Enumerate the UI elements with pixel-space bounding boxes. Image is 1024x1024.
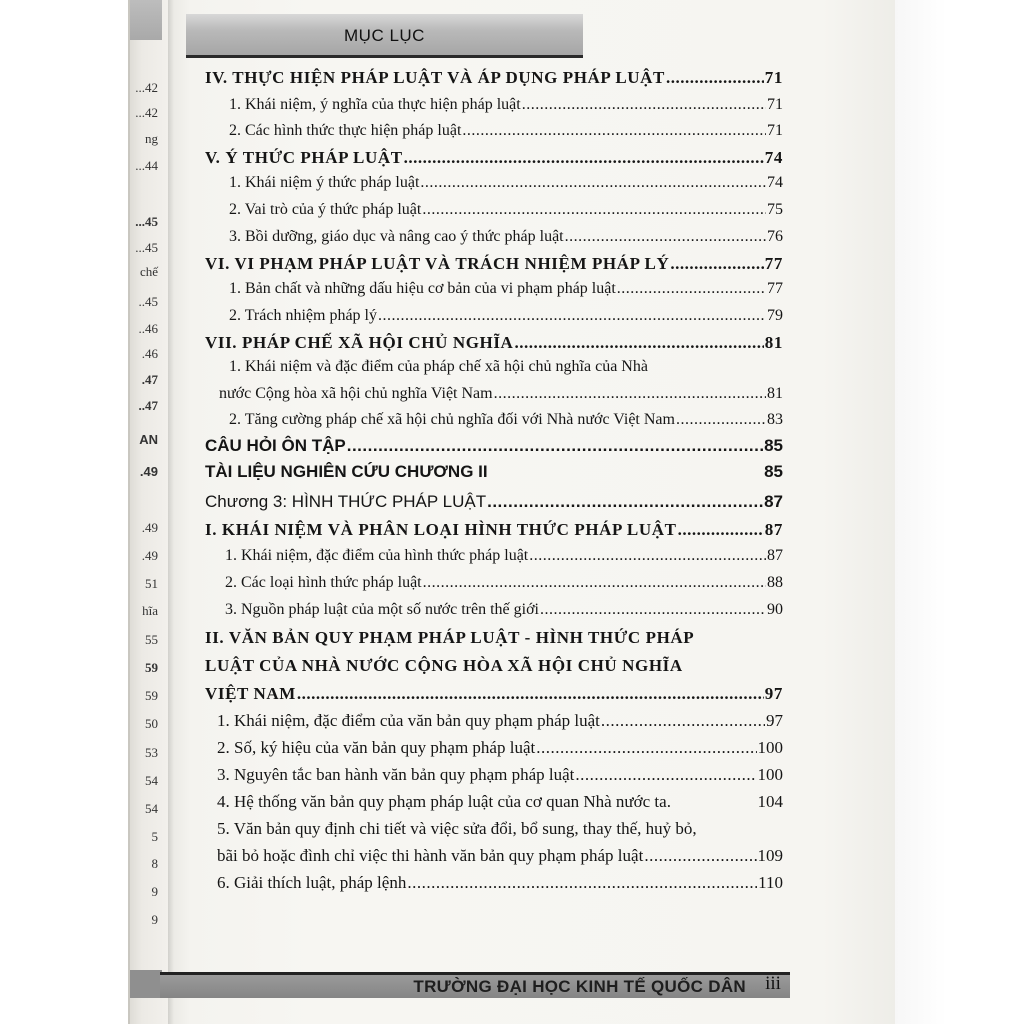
toc-page-number: 85: [764, 436, 783, 455]
prev-fragment: ..47: [138, 398, 158, 413]
toc-entry-title: 2. Vai trò của ý thức pháp luật: [229, 201, 422, 218]
toc-entry-title: 3. Nguồn pháp luật của một số nước trên thế giới: [225, 601, 539, 618]
toc-page-number: 87: [764, 492, 783, 511]
toc-page-number: 88: [767, 574, 783, 591]
toc-entry-title: 3. Bồi dưỡng, giáo dục và nâng cao ý thức pháp luật: [229, 228, 564, 245]
toc-item: [217, 738, 783, 766]
toc-entry-title: V. Ý THỨC PHÁP LUẬT: [205, 148, 403, 167]
toc-item: [229, 96, 783, 124]
toc-page-number: 104: [757, 792, 783, 811]
toc-item-line1: 1. Khái niệm và đặc điểm của pháp chế xã hội chủ nghĩa của Nhà: [229, 358, 648, 375]
toc-entry-title: VI. VI PHẠM PHÁP LUẬT VÀ TRÁCH NHIỆM PHÁP LÝ: [205, 254, 670, 273]
prev-fragment: 8: [151, 856, 158, 871]
toc-page-number: 74: [767, 174, 783, 191]
toc-leader: [522, 96, 766, 114]
toc-item: [217, 873, 783, 901]
prev-fragment: ...42: [135, 105, 158, 120]
toc-page-number: 97: [766, 711, 783, 730]
page-footer: [160, 972, 790, 998]
toc-item: [217, 765, 783, 793]
prev-fragment: ng: [145, 131, 158, 146]
toc-entry-title: I. KHÁI NIỆM VÀ PHÂN LOẠI HÌNH THỨC PHÁP LUẬT: [205, 520, 677, 539]
toc-page-number: 81: [764, 333, 783, 352]
toc-item: [229, 201, 783, 229]
prev-fragment: chế: [139, 264, 158, 279]
prev-fragment: 53: [145, 745, 158, 760]
toc-ch3-section-2: [205, 684, 783, 712]
page-gutter-shadow: [168, 0, 174, 1024]
toc-page-number: 71: [767, 122, 783, 139]
toc-leader: [407, 873, 757, 893]
previous-page-edge: [128, 0, 168, 1024]
previous-page-border: [128, 0, 130, 1024]
toc-page-number: 76: [767, 228, 783, 245]
footer-university: TRƯỜNG ĐẠI HỌC KINH TẾ QUỐC DÂN: [413, 977, 746, 996]
toc-leader: [297, 684, 764, 704]
toc-ch3-section-1: [205, 520, 783, 548]
toc-references: [205, 462, 783, 490]
toc-entry-title: VIỆT NAM: [205, 684, 296, 703]
toc-item: [229, 307, 783, 335]
toc-item: [225, 574, 783, 602]
toc-leader: [670, 254, 763, 274]
toc-page-number: 97: [764, 684, 783, 703]
toc-item: [229, 411, 783, 439]
toc-entry-title: 3. Nguyên tắc ban hành văn bản quy phạm pháp luật: [217, 765, 575, 784]
toc-leader: [678, 520, 764, 540]
toc-ch3-section-2-line2: LUẬT CỦA NHÀ NƯỚC CỘNG HÒA XÃ HỘI CHỦ NGHĨA: [205, 656, 683, 675]
prev-fragment: ...44: [135, 158, 158, 173]
toc-entry-title: 2. Các loại hình thức pháp luật: [225, 574, 422, 591]
toc-page-number: 75: [767, 201, 783, 218]
prev-fragment: .49: [141, 520, 158, 535]
page-number: iii: [765, 973, 781, 994]
prev-fragment: .49: [141, 548, 158, 563]
prev-fragment: 51: [145, 576, 158, 591]
toc-item: [217, 846, 783, 874]
prev-fragment: 9: [151, 884, 158, 899]
toc-entry-title: 1. Khái niệm, đặc điểm của hình thức pháp luật: [225, 547, 529, 564]
toc-item: [225, 547, 783, 575]
prev-fragment: ..46: [138, 321, 158, 336]
toc-page-number: 85: [764, 462, 783, 481]
toc-page-number: 100: [757, 738, 783, 757]
toc-page-number: 74: [764, 148, 783, 167]
toc-section-4: [205, 68, 783, 96]
toc-entry-title: VII. PHÁP CHẾ XÃ HỘI CHỦ NGHĨA: [205, 333, 514, 352]
toc-page-number: 87: [764, 520, 783, 539]
toc-leader: [422, 201, 766, 219]
toc-page-number: 71: [767, 96, 783, 113]
prev-fragment: ...42: [135, 80, 158, 95]
toc-ch3-section-2-line1: II. VĂN BẢN QUY PHẠM PHÁP LUẬT - HÌNH THỨC PHÁP: [205, 628, 695, 647]
prev-fragment: ...45: [135, 240, 158, 255]
toc-leader: [462, 122, 766, 140]
prev-fragment: 54: [145, 801, 158, 816]
toc-leader: [540, 601, 766, 619]
page-header: [186, 14, 583, 58]
toc-item-line1: 5. Văn bản quy định chi tiết và việc sửa đổi, bổ sung, thay thế, huỷ bỏ,: [217, 819, 697, 838]
toc-leader: [404, 148, 764, 168]
prev-fragment: 55: [145, 632, 158, 647]
toc-leader: [666, 68, 764, 88]
toc-page-number: 83: [767, 411, 783, 428]
toc-section-5: [205, 148, 783, 176]
toc-entry-title: 6. Giải thích luật, pháp lệnh: [217, 873, 407, 892]
toc-review-questions: [205, 436, 783, 464]
toc-entry-title: Chương 3: HÌNH THỨC PHÁP LUẬT: [205, 492, 487, 511]
toc-page-number: 109: [757, 846, 783, 865]
prev-fragment: ..45: [138, 294, 158, 309]
toc-leader: [536, 738, 756, 758]
toc-item: [217, 792, 783, 820]
toc-page-number: 90: [767, 601, 783, 618]
prev-fragment: ...45: [135, 214, 158, 229]
toc-page-number: 87: [767, 547, 783, 564]
prev-fragment: 9: [151, 912, 158, 927]
toc-leader: [347, 436, 763, 456]
toc-item: [229, 174, 783, 202]
toc-entry-title: TÀI LIỆU NGHIÊN CỨU CHƯƠNG II: [205, 462, 488, 481]
prev-fragment: .46: [141, 346, 158, 361]
toc-item: [225, 601, 783, 629]
toc-item: [229, 280, 783, 308]
toc-page-number: 110: [758, 873, 783, 892]
toc-entry-title: 1. Bản chất và những dấu hiệu cơ bản của vi phạm pháp luật: [229, 280, 616, 297]
prev-fragment: .49: [139, 464, 158, 479]
toc-entry-title: IV. THỰC HIỆN PHÁP LUẬT VÀ ÁP DỤNG PHÁP LUẬT: [205, 68, 665, 87]
toc-entry-title: 2. Các hình thức thực hiện pháp luật: [229, 122, 462, 139]
toc-leader: [529, 547, 766, 565]
page-title: MỤC LỤC: [344, 26, 425, 45]
prev-fragment: AN: [139, 432, 158, 447]
toc-leader: [676, 411, 766, 429]
previous-page-footer-bar: [128, 970, 162, 998]
toc-item: [229, 228, 783, 256]
toc-page-number: 77: [767, 280, 783, 297]
prev-fragment: 5: [151, 829, 158, 844]
toc-leader: [601, 711, 765, 731]
toc-section-7: [205, 333, 783, 361]
toc-item: [219, 385, 783, 413]
toc-leader: [420, 174, 766, 192]
toc-page-number: 71: [764, 68, 783, 87]
toc-leader: [423, 574, 766, 592]
toc-leader: [575, 765, 756, 785]
toc-leader: [617, 280, 766, 298]
toc-page-number: 79: [767, 307, 783, 324]
toc-section-6: [205, 254, 783, 282]
toc-leader: [565, 228, 766, 246]
prev-fragment: 54: [145, 773, 158, 788]
toc-chapter-3: [205, 492, 783, 520]
prev-fragment: .47: [141, 372, 158, 387]
toc-entry-title: nước Cộng hòa xã hội chủ nghĩa Việt Nam: [219, 385, 493, 402]
toc-item: [217, 711, 783, 739]
toc-leader: [514, 333, 763, 353]
prev-fragment: 59: [145, 688, 158, 703]
previous-page-header-bar: [128, 0, 162, 40]
toc-page-number: 81: [767, 385, 783, 402]
background-right: [895, 0, 1024, 1024]
toc-page-number: 77: [764, 254, 783, 273]
prev-fragment: 50: [145, 716, 158, 731]
toc-entry-title: 1. Khái niệm, ý nghĩa của thực hiện pháp luật: [229, 96, 521, 113]
toc-leader: [644, 846, 756, 866]
prev-fragment: 59: [145, 660, 158, 675]
toc-entry-title: bãi bỏ hoặc đình chỉ việc thi hành văn bản quy phạm pháp luật: [217, 846, 644, 865]
toc-entry-title: CÂU HỎI ÔN TẬP: [205, 436, 346, 455]
toc-entry-title: 1. Khái niệm, đặc điểm của văn bản quy phạm pháp luật: [217, 711, 600, 730]
toc-page-number: 100: [757, 765, 783, 784]
toc-entry-title: 1. Khái niệm ý thức pháp luật: [229, 174, 420, 191]
toc-entry-title: 2. Tăng cường pháp chế xã hội chủ nghĩa đối với Nhà nước Việt Nam: [229, 411, 675, 428]
toc-item: [229, 122, 783, 150]
toc-leader: [487, 492, 763, 512]
toc-leader: [378, 307, 766, 325]
toc-entry-title: 2. Trách nhiệm pháp lý: [229, 307, 377, 324]
toc-leader: [494, 385, 766, 403]
toc-entry-title: 4. Hệ thống văn bản quy phạm pháp luật của cơ quan Nhà nước ta.: [217, 792, 671, 811]
prev-fragment: hĩa: [142, 603, 158, 618]
toc-entry-title: 2. Số, ký hiệu của văn bản quy phạm pháp luật: [217, 738, 536, 757]
